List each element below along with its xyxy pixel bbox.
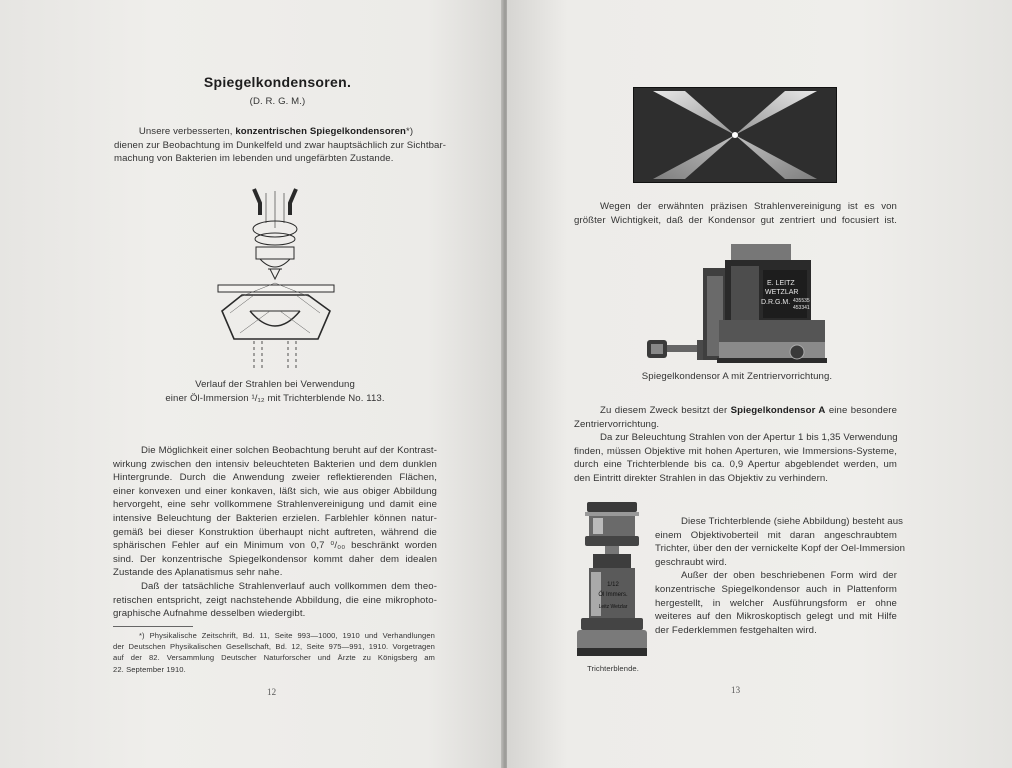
diagram-caption (140, 378, 410, 405)
body-line: Daß der tatsächliche Strahlenverlauf auch vollkommen dem theo- (141, 580, 437, 592)
intro-paragraph (114, 125, 447, 166)
para3-line: weiteres auf den Mikroskoptisch gelegt und mit Hilfe (655, 611, 897, 623)
body-line: intensive Beleuchtung der Bakterien erzielen. Farblehler können natur- (113, 512, 437, 524)
para2-line: den Eintritt direkter Strahlen in das Objektiv zu verhindern. (574, 472, 829, 484)
objective-label-3: Leitz Wetzlar (598, 604, 628, 610)
device-label-1: E. LEITZ (767, 280, 795, 287)
body-line: Zustande des Aplanatismus sehr nahe. (113, 567, 283, 579)
objective-label-2: Öl Immers. (598, 592, 628, 598)
intro-line-1: Unsere verbesserten, konzentrischen Spiegelkondensoren*) (138, 126, 414, 137)
ray-convergence-photo (633, 87, 837, 183)
para3-line: der Federklemmen festgehalten wird. (655, 624, 817, 636)
para2-line: Da zur Beleuchtung Strahlen von der Apertur 1 bis 1,35 Verwendung (600, 432, 898, 444)
para3-line: konzentrische Spiegelkondensor auch in Plattenform (655, 583, 897, 595)
footnote-line: auf der 82. Versammlung Deutscher Naturforscher und Ärzte zu Königsberg am (113, 653, 435, 663)
objective-label-1: 1/12 (607, 582, 619, 588)
device-label-2: WETZLAR (765, 289, 799, 296)
body-paragraph (113, 444, 437, 621)
body-line: einer konvexen und einer konkaven, läßt sich, wie aus obiger Abbildung (113, 485, 437, 497)
page-title: Spiegelkondensoren. (203, 74, 352, 90)
para2-line: durch eine Trichterblende bis ca. 0,9 Apertur abgeblendet werden, um (574, 459, 897, 471)
para3-line: Außer der oben beschriebenen Form wird der (681, 570, 897, 582)
ray-path-diagram (210, 183, 340, 373)
body-line: graphische Aufnahme desselben wiedergibt. (113, 608, 306, 620)
body-line: gemäß bei dieser Konstruktion überhaupt nicht auftreten, während die (113, 526, 437, 538)
para1-line: größter Wichtigkeit, daß der Kondensor gut zentriert und focusiert ist. (574, 214, 897, 226)
diagram-caption-line-1: Verlauf der Strahlen bei Verwendung (195, 379, 355, 390)
footnote-line: der Deutschen Physikalischen Gesellschaft, Bd. 12, Seite 975—991, 1910. Vorgetragen (113, 642, 435, 652)
device-label-4: 435535 (793, 298, 810, 304)
footnote-line: *) Physikalische Zeitschrift, Bd. 11, Seite 993—1000, 1910 und Verhandlungen (139, 631, 435, 640)
para3-line: Trichter, über den der vernickelte Kopf der Oel-Immersion (655, 543, 906, 555)
page-number: 12 (267, 687, 277, 697)
device-label-3: D.R.G.M. (761, 299, 791, 306)
condenser-caption: Spiegelkondensor A mit Zentriervorrichtung. (641, 371, 833, 382)
body-line: retischen entspricht, zeigt nachstehende Abbildung, die eine mikrophoto- (113, 594, 437, 606)
footnote-rule (113, 626, 193, 627)
patent-note: (D. R. G. M.) (249, 96, 306, 107)
para3-line: einem Objektivoberteil mit daran angeschraubtem (655, 529, 897, 541)
body-line: Die Möglichkeit einer solchen Beobachtung beruht auf der Kontrast- (141, 445, 437, 456)
right-page (507, 0, 1012, 768)
device-label-5: 453341 (793, 305, 810, 311)
paragraph-funnel (655, 515, 906, 637)
body-line: Hintergrunde. Durch die Anwendung zweier reflektierenden Flächen, (113, 472, 437, 484)
left-page (0, 0, 503, 768)
footnote (113, 630, 435, 675)
para2-line: finden, müssen Objektive mit hohen Aperturen, wie Immersions-Systeme, (574, 445, 897, 457)
body-line: wirkung zwischen den intensiv beleuchteten Bakterien und dem dunklen (113, 458, 437, 470)
diagram-caption-line-2: einer Öl-Immersion ¹/₁₂ mit Trichterblende No. 113. (165, 392, 385, 404)
para2-line: Zentriervorrichtung. (574, 418, 660, 430)
body-line: hervorgeht, eine sehr vollkommene Strahlenvereinigung und damit eine (113, 499, 437, 511)
paragraph-aperture (574, 404, 897, 486)
para3-line: Diese Trichterblende (siehe Abbildung) besteht aus (681, 516, 904, 527)
para3-line: geschraubt wird. (655, 556, 727, 568)
funnel-stop-caption: Trichterblende. (587, 664, 639, 673)
para3-line: hergestellt, in welcher Ausführungsform er ohne (655, 597, 897, 609)
body-line: sind. Der konzentrische Spiegelkondensor kommt daher dem idealen (113, 553, 437, 565)
funnel-stop-illustration (573, 500, 653, 662)
page-number: 13 (731, 685, 741, 695)
body-line: sphärischen Fehler auf ein Minimum von 0,7 ⁰/₀₀ beschränkt worden (113, 540, 437, 552)
intro-line-3: machung von Bakterien im lebenden und ungefärbten Zustande. (114, 153, 394, 165)
footnote-line: 22. September 1910. (113, 664, 186, 674)
intro-line-2: dienen zur Beobachtung im Dunkelfeld und zwar hauptsächlich zur Sichtbar- (114, 139, 447, 151)
condenser-illustration (645, 240, 829, 366)
para2-line-1: Zu diesem Zweck besitzt der Spiegelkondensor A eine besondere (600, 405, 898, 416)
paragraph-centering (574, 200, 897, 227)
para1-line: Wegen der erwähnten präzisen Strahlenvereinigung ist es von (600, 201, 897, 212)
